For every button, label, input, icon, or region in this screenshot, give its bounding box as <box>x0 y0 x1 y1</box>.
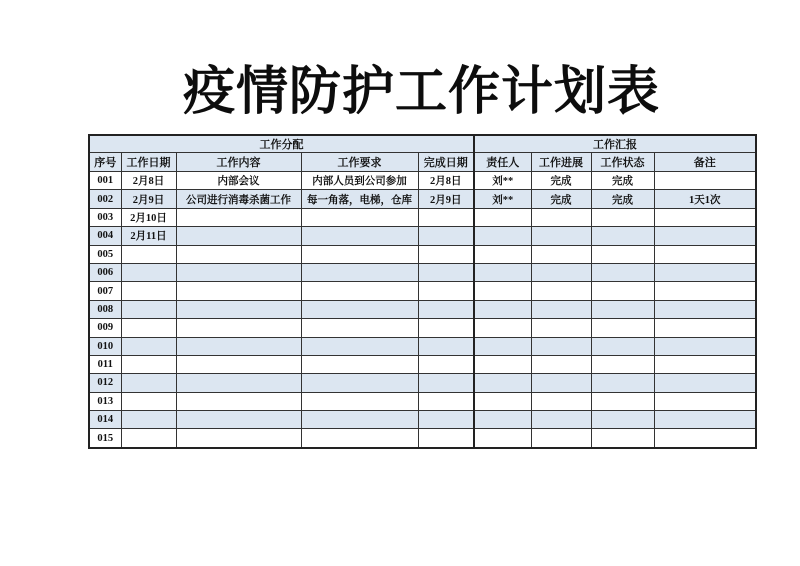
cell-work-content <box>176 208 301 226</box>
cell-work-date: 2月9日 <box>121 190 176 208</box>
cell-work-content <box>176 319 301 337</box>
cell-work-date <box>121 300 176 318</box>
cell-work-content <box>176 355 301 373</box>
cell-remarks <box>654 319 756 337</box>
cell-work-requirement <box>301 429 418 448</box>
cell-work-date: 2月11日 <box>121 227 176 245</box>
cell-owner <box>474 429 531 448</box>
cell-status <box>591 282 654 300</box>
cell-finish-date: 2月8日 <box>418 172 474 190</box>
cell-finish-date <box>418 208 474 226</box>
cell-status <box>591 374 654 392</box>
cell-no: 011 <box>89 355 121 373</box>
cell-finish-date: 2月9日 <box>418 190 474 208</box>
cell-remarks <box>654 245 756 263</box>
cell-no: 003 <box>89 208 121 226</box>
table-row <box>89 190 756 208</box>
cell-progress <box>531 355 591 373</box>
cell-work-content: 内部会议 <box>176 172 301 190</box>
column-header-work-content: 工作内容 <box>176 153 301 172</box>
cell-work-requirement <box>301 411 418 429</box>
cell-work-requirement <box>301 208 418 226</box>
cell-no: 013 <box>89 392 121 410</box>
cell-status <box>591 429 654 448</box>
table-row <box>89 374 756 392</box>
cell-owner <box>474 392 531 410</box>
cell-owner <box>474 411 531 429</box>
cell-finish-date <box>418 245 474 263</box>
cell-progress: 完成 <box>531 172 591 190</box>
table-row <box>89 319 756 337</box>
cell-work-content <box>176 374 301 392</box>
cell-work-date <box>121 319 176 337</box>
table-row <box>89 355 756 373</box>
cell-remarks <box>654 263 756 281</box>
cell-work-date <box>121 245 176 263</box>
cell-work-date <box>121 263 176 281</box>
cell-work-requirement <box>301 319 418 337</box>
table-row <box>89 429 756 448</box>
cell-work-requirement <box>301 300 418 318</box>
table-row <box>89 411 756 429</box>
cell-finish-date <box>418 282 474 300</box>
cell-work-requirement <box>301 245 418 263</box>
table-row <box>89 337 756 355</box>
table-row <box>89 263 756 281</box>
cell-remarks <box>654 337 756 355</box>
cell-status <box>591 392 654 410</box>
table-row <box>89 392 756 410</box>
column-header-row <box>89 153 756 172</box>
cell-no: 015 <box>89 429 121 448</box>
page-title: 疫情防护工作计划表 <box>182 64 660 121</box>
cell-status <box>591 263 654 281</box>
cell-progress <box>531 245 591 263</box>
table-head <box>89 135 756 172</box>
cell-progress <box>531 374 591 392</box>
cell-progress <box>531 227 591 245</box>
cell-work-requirement <box>301 227 418 245</box>
cell-work-requirement <box>301 355 418 373</box>
cell-progress <box>531 263 591 281</box>
cell-work-content <box>176 300 301 318</box>
cell-progress <box>531 411 591 429</box>
cell-work-requirement: 每一角落，电梯，仓库 <box>301 190 418 208</box>
cell-owner <box>474 374 531 392</box>
cell-work-requirement <box>301 337 418 355</box>
cell-work-date <box>121 282 176 300</box>
cell-status: 完成 <box>591 190 654 208</box>
cell-finish-date <box>418 392 474 410</box>
cell-no: 007 <box>89 282 121 300</box>
cell-work-date <box>121 411 176 429</box>
cell-no: 006 <box>89 263 121 281</box>
cell-remarks <box>654 282 756 300</box>
cell-owner: 刘** <box>474 172 531 190</box>
cell-owner <box>474 208 531 226</box>
table-row <box>89 172 756 190</box>
cell-work-date <box>121 374 176 392</box>
cell-owner <box>474 227 531 245</box>
cell-work-date <box>121 355 176 373</box>
cell-finish-date <box>418 374 474 392</box>
column-header-no: 序号 <box>89 153 121 172</box>
cell-remarks <box>654 208 756 226</box>
cell-status <box>591 319 654 337</box>
column-header-remarks: 备注 <box>654 153 756 172</box>
cell-work-content: 公司进行消毒杀菌工作 <box>176 190 301 208</box>
cell-no: 010 <box>89 337 121 355</box>
cell-work-requirement <box>301 263 418 281</box>
cell-remarks <box>654 374 756 392</box>
cell-owner: 刘** <box>474 190 531 208</box>
column-header-work-requirement: 工作要求 <box>301 153 418 172</box>
cell-work-requirement <box>301 374 418 392</box>
cell-owner <box>474 263 531 281</box>
cell-no: 012 <box>89 374 121 392</box>
cell-finish-date <box>418 227 474 245</box>
cell-no: 008 <box>89 300 121 318</box>
cell-owner <box>474 282 531 300</box>
cell-status <box>591 355 654 373</box>
cell-owner <box>474 300 531 318</box>
cell-remarks <box>654 227 756 245</box>
cell-status <box>591 227 654 245</box>
cell-remarks <box>654 355 756 373</box>
cell-remarks <box>654 411 756 429</box>
cell-work-date: 2月8日 <box>121 172 176 190</box>
cell-finish-date <box>418 337 474 355</box>
column-header-work-date: 工作日期 <box>121 153 176 172</box>
cell-progress <box>531 300 591 318</box>
cell-remarks: 1天1次 <box>654 190 756 208</box>
cell-work-content <box>176 411 301 429</box>
work-plan-table <box>88 134 757 449</box>
cell-progress: 完成 <box>531 190 591 208</box>
table-row <box>89 282 756 300</box>
cell-status: 完成 <box>591 172 654 190</box>
cell-owner <box>474 245 531 263</box>
cell-no: 002 <box>89 190 121 208</box>
cell-progress <box>531 319 591 337</box>
cell-status <box>591 245 654 263</box>
table-row <box>89 245 756 263</box>
cell-remarks <box>654 429 756 448</box>
cell-status <box>591 208 654 226</box>
cell-work-date <box>121 429 176 448</box>
cell-work-content <box>176 392 301 410</box>
column-header-finish-date: 完成日期 <box>418 153 474 172</box>
cell-finish-date <box>418 300 474 318</box>
group-header-row <box>89 135 756 153</box>
cell-work-content <box>176 245 301 263</box>
cell-no: 004 <box>89 227 121 245</box>
cell-remarks <box>654 300 756 318</box>
table-row <box>89 300 756 318</box>
column-header-progress: 工作进展 <box>531 153 591 172</box>
cell-finish-date <box>418 411 474 429</box>
cell-status <box>591 411 654 429</box>
cell-status <box>591 337 654 355</box>
cell-work-requirement <box>301 392 418 410</box>
cell-work-content <box>176 429 301 448</box>
cell-finish-date <box>418 319 474 337</box>
table-row <box>89 208 756 226</box>
cell-work-content <box>176 227 301 245</box>
cell-owner <box>474 319 531 337</box>
cell-work-date <box>121 392 176 410</box>
cell-progress <box>531 208 591 226</box>
cell-owner <box>474 355 531 373</box>
cell-finish-date <box>418 355 474 373</box>
table-row <box>89 227 756 245</box>
cell-work-requirement <box>301 282 418 300</box>
cell-no: 014 <box>89 411 121 429</box>
cell-progress <box>531 282 591 300</box>
cell-no: 005 <box>89 245 121 263</box>
cell-progress <box>531 429 591 448</box>
column-header-status: 工作状态 <box>591 153 654 172</box>
cell-progress <box>531 392 591 410</box>
cell-work-date: 2月10日 <box>121 208 176 226</box>
cell-work-content <box>176 282 301 300</box>
cell-progress <box>531 337 591 355</box>
group-header-work-report: 工作汇报 <box>474 135 756 153</box>
column-header-owner: 责任人 <box>474 153 531 172</box>
cell-remarks <box>654 172 756 190</box>
table-body <box>89 172 756 448</box>
cell-work-requirement: 内部人员到公司参加 <box>301 172 418 190</box>
group-header-work-assignment: 工作分配 <box>89 135 474 153</box>
cell-owner <box>474 337 531 355</box>
cell-status <box>591 300 654 318</box>
cell-finish-date <box>418 263 474 281</box>
cell-work-date <box>121 337 176 355</box>
cell-no: 009 <box>89 319 121 337</box>
cell-no: 001 <box>89 172 121 190</box>
cell-work-content <box>176 263 301 281</box>
cell-remarks <box>654 392 756 410</box>
cell-work-content <box>176 337 301 355</box>
cell-finish-date <box>418 429 474 448</box>
